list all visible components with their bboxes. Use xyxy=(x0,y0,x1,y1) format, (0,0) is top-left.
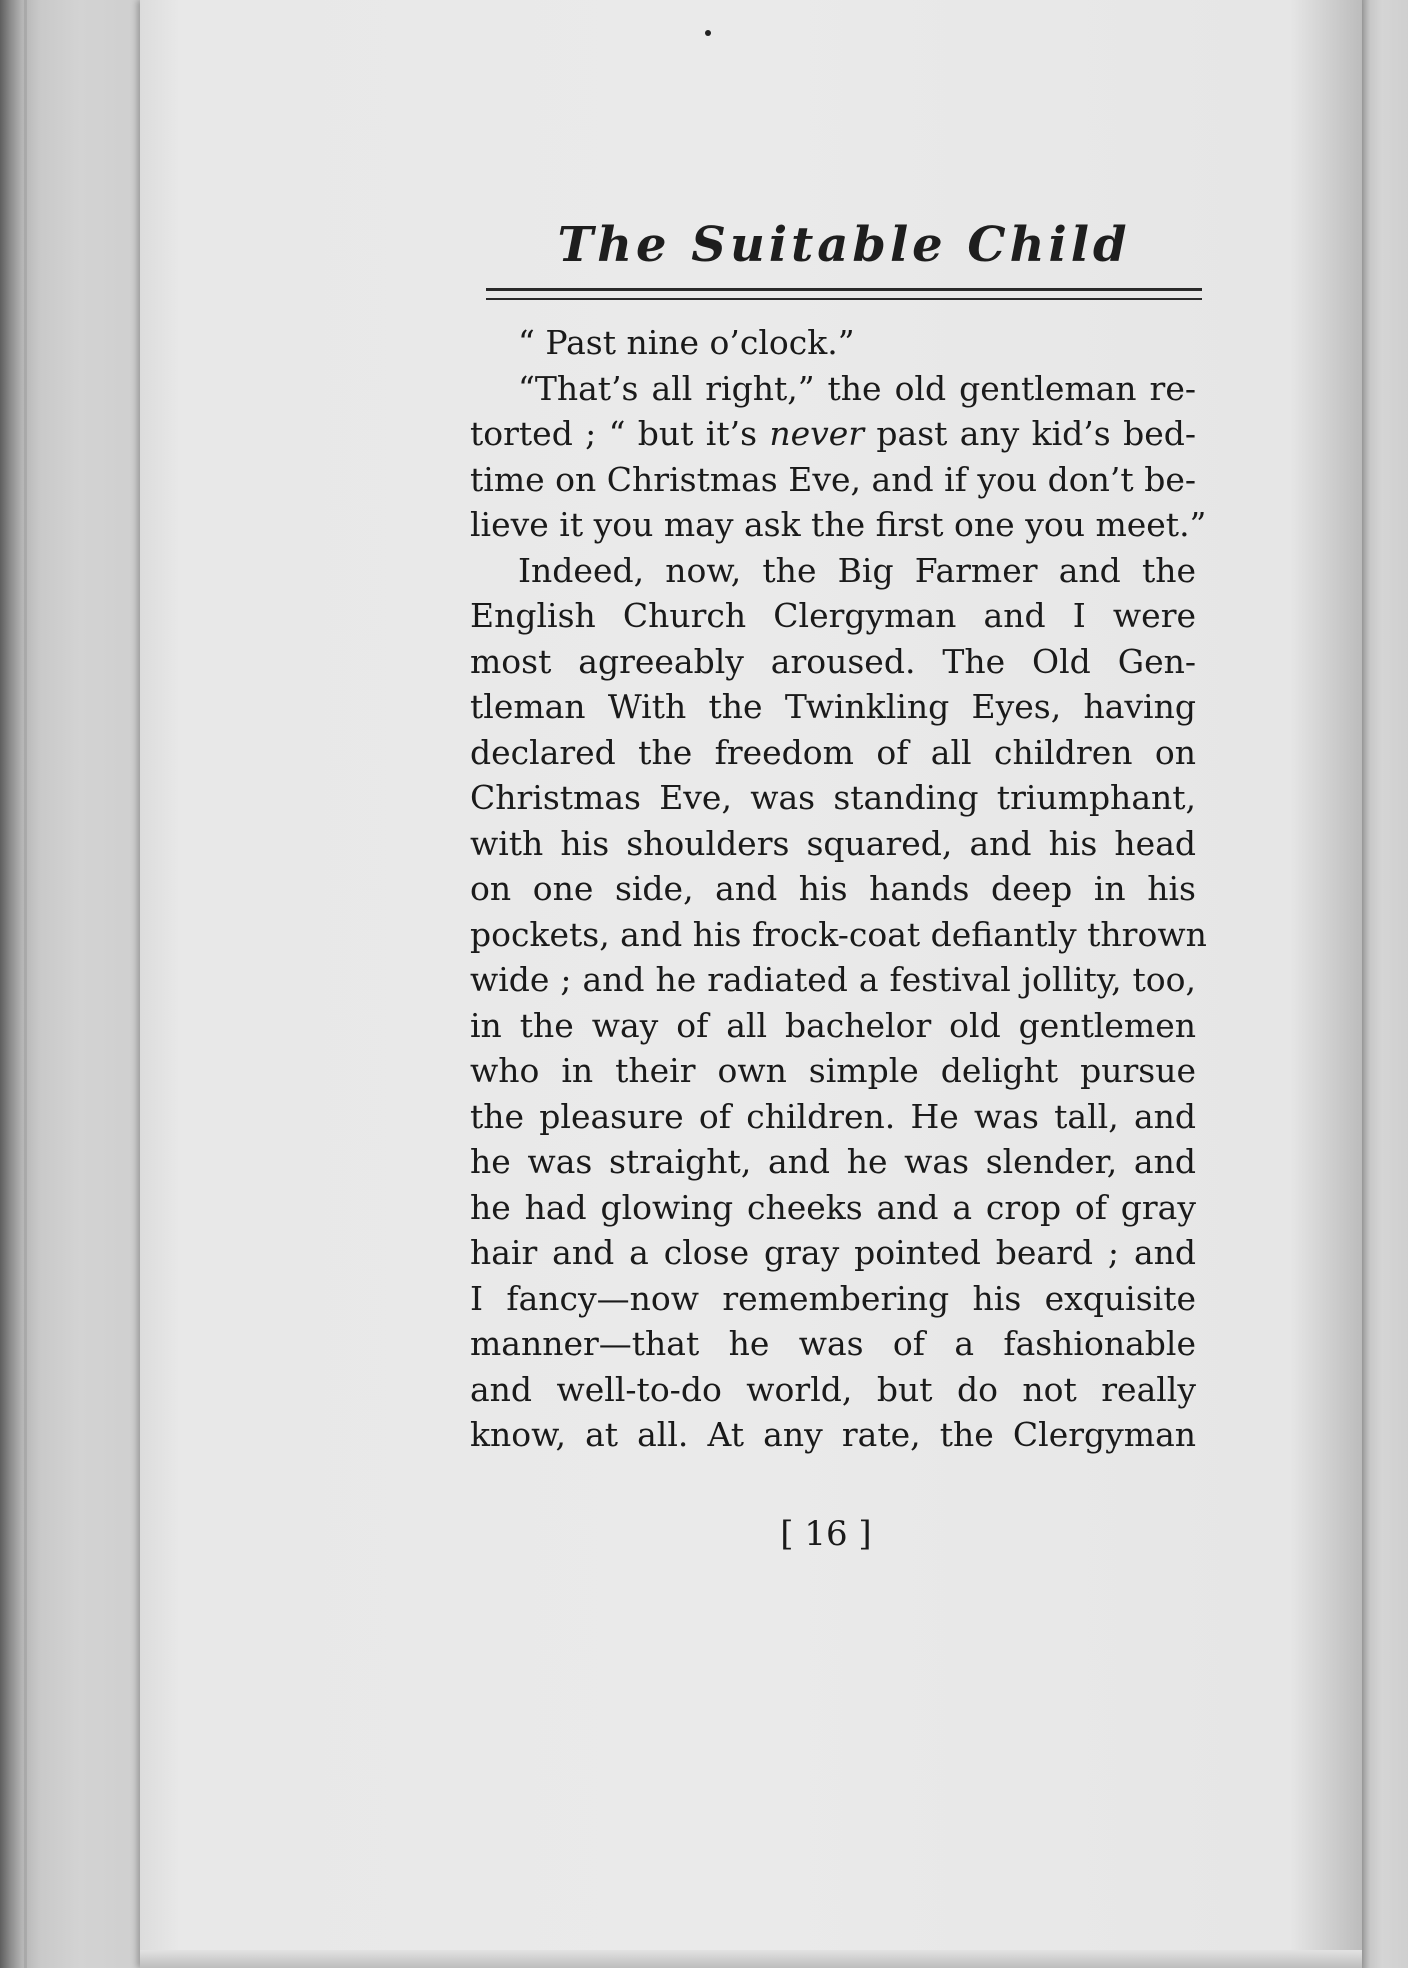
header-rule-thin xyxy=(486,298,1202,300)
text-line: Indeed, now, the Big Farmer and the xyxy=(518,550,1196,590)
body-text xyxy=(470,320,1207,1458)
text-line: declared the freedom of all children on xyxy=(470,732,1196,772)
header-rule-thick xyxy=(486,288,1202,291)
text-line: time on Christmas Eve, and if you don’t be- xyxy=(470,459,1196,499)
text-line: most agreeably aroused. The Old Gen- xyxy=(470,641,1196,681)
page-bottom-edge xyxy=(140,1950,1362,1968)
text-line: torted ; “ but it’s never past any kid’s bed- xyxy=(470,414,1196,453)
text-line: pockets, and his frock-coat defiantly thrown xyxy=(470,914,1207,954)
text-line: Christmas Eve, was standing triumphant, xyxy=(470,778,1196,817)
text-line: with his shoulders squared, and his head xyxy=(470,823,1196,863)
text-line: hair and a close gray pointed beard ; and xyxy=(470,1233,1196,1272)
scan-binding-line xyxy=(24,0,27,1968)
text-line: and well-to-do world, but do not really xyxy=(470,1369,1196,1409)
text-line: tleman With the Twinkling Eyes, having xyxy=(470,687,1196,726)
text-line: he was straight, and he was slender, and xyxy=(470,1142,1196,1181)
text-line: “That’s all right,” the old gentleman re- xyxy=(518,368,1196,408)
running-head: The Suitable Child xyxy=(557,217,1131,273)
page-number: [ 16 ] xyxy=(780,1514,872,1554)
scan-right-margin xyxy=(1362,0,1408,1968)
text-line: manner—that he was of a fashionable xyxy=(470,1324,1196,1363)
text-line: know, at all. At any rate, the Clergyman xyxy=(470,1415,1196,1454)
text-line: on one side, and his hands deep in his xyxy=(470,869,1196,908)
text-line: “ Past nine o’clock.” xyxy=(518,323,855,362)
scan-left-margin xyxy=(0,0,150,1968)
text-line: lieve it you may ask the first one you meet.” xyxy=(470,505,1207,544)
scan-speck xyxy=(705,30,711,36)
text-line: English Church Clergyman and I were xyxy=(470,596,1196,635)
text-line: in the way of all bachelor old gentlemen xyxy=(470,1005,1196,1045)
text-line: the pleasure of children. He was tall, and xyxy=(470,1096,1196,1136)
text-line: wide ; and he radiated a festival jollity, too, xyxy=(470,960,1196,999)
text-line: he had glowing cheeks and a crop of gray xyxy=(470,1187,1196,1227)
text-line: who in their own simple delight pursue xyxy=(470,1051,1196,1090)
text-line: I fancy—now remembering his exquisite xyxy=(470,1278,1196,1318)
